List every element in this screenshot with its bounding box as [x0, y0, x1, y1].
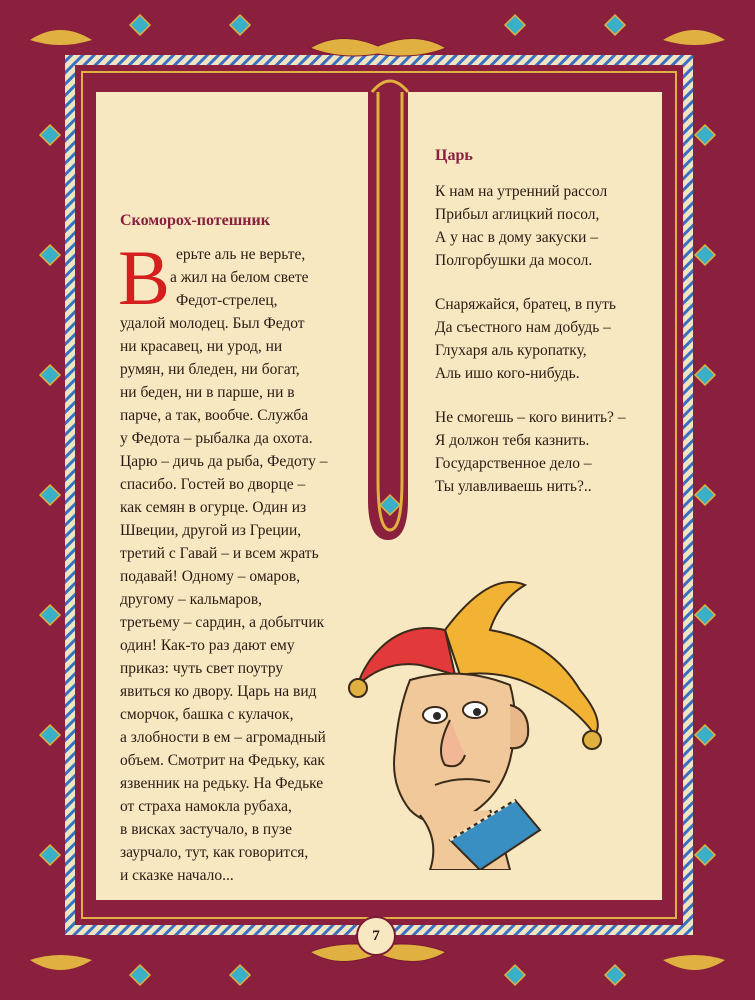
text-line: один! Как-то раз дают ему — [120, 637, 295, 654]
text-line: Швеции, другой из Греции, — [120, 522, 302, 539]
text-line: как семян в огурце. Один из — [120, 499, 307, 516]
poem-line: Аль ишо кого-нибудь. — [435, 365, 580, 382]
text-line: заурчало, тут, как говорится, — [120, 844, 309, 861]
dropcap-letter: В — [118, 234, 171, 321]
text-line: язвенник на редьку. На Федьке — [120, 775, 324, 792]
right-heading: Царь — [435, 147, 473, 164]
text-line: удалой молодец. Был Федот — [120, 315, 305, 332]
poem-line: Глухаря аль куропатку, — [435, 342, 587, 359]
text-line: в висках застучало, в пузе — [120, 821, 292, 838]
text-line: спасибо. Гостей во дворце – — [120, 476, 306, 493]
poem-line: Ты улавливаешь нить?.. — [435, 478, 592, 495]
text-line: явиться ко двору. Царь на вид — [120, 683, 317, 700]
poem-line: Не смогешь – кого винить? – — [435, 409, 626, 426]
poem-line: Да съестного нам добудь – — [435, 319, 611, 336]
text-line: а жил на белом свете — [170, 269, 309, 286]
left-heading: Скоморох-потешник — [120, 212, 270, 229]
text-line: а злобности в ем – агромадный — [120, 729, 326, 746]
text-line: объем. Смотрит на Федьку, как — [120, 752, 325, 769]
page-number: 7 — [356, 916, 396, 956]
text-line: ни красавец, ни урод, ни — [120, 338, 283, 355]
poem-line: К нам на утренний рассол — [435, 183, 608, 200]
text-line: Царю – дичь да рыба, Федоту – — [120, 453, 328, 470]
poem-line: Я должон тебя казнить. — [435, 432, 590, 449]
poem-line: Полгорбушки да мосол. — [435, 252, 593, 269]
text-line: у Федота – рыбалка да охота. — [120, 430, 313, 447]
poem-line: А у нас в дому закуски – — [435, 229, 598, 246]
text-line: Федот-стрелец, — [176, 292, 278, 309]
poem-line: Снаряжайся, братец, в путь — [435, 296, 616, 313]
text-line: парче, а так, вообче. Служба — [120, 407, 309, 424]
text-line: другому – кальмаров, — [120, 591, 263, 608]
text-line: от страха намокла рубаха, — [120, 798, 292, 815]
text-line: третьему – сардин, а добытчик — [120, 614, 325, 631]
text-line: румян, ни бледен, ни богат, — [120, 361, 300, 378]
text-line: приказ: чуть свет поутру — [120, 660, 284, 677]
text-line: сморчок, башка с кулачок, — [120, 706, 294, 723]
poem-line: Прибыл аглицкий посол, — [435, 206, 600, 223]
poem-line: Государственное дело – — [435, 455, 592, 472]
text-line: ерьте аль не верьте, — [176, 246, 306, 263]
text-line: подавай! Одному – омаров, — [120, 568, 301, 585]
text-line: ни беден, ни в парше, ни в — [120, 384, 295, 401]
text-line: и сказке начало... — [120, 867, 234, 884]
text-line: третий с Гавай – и всем жрать — [120, 545, 319, 562]
jester-illustration — [340, 570, 610, 870]
